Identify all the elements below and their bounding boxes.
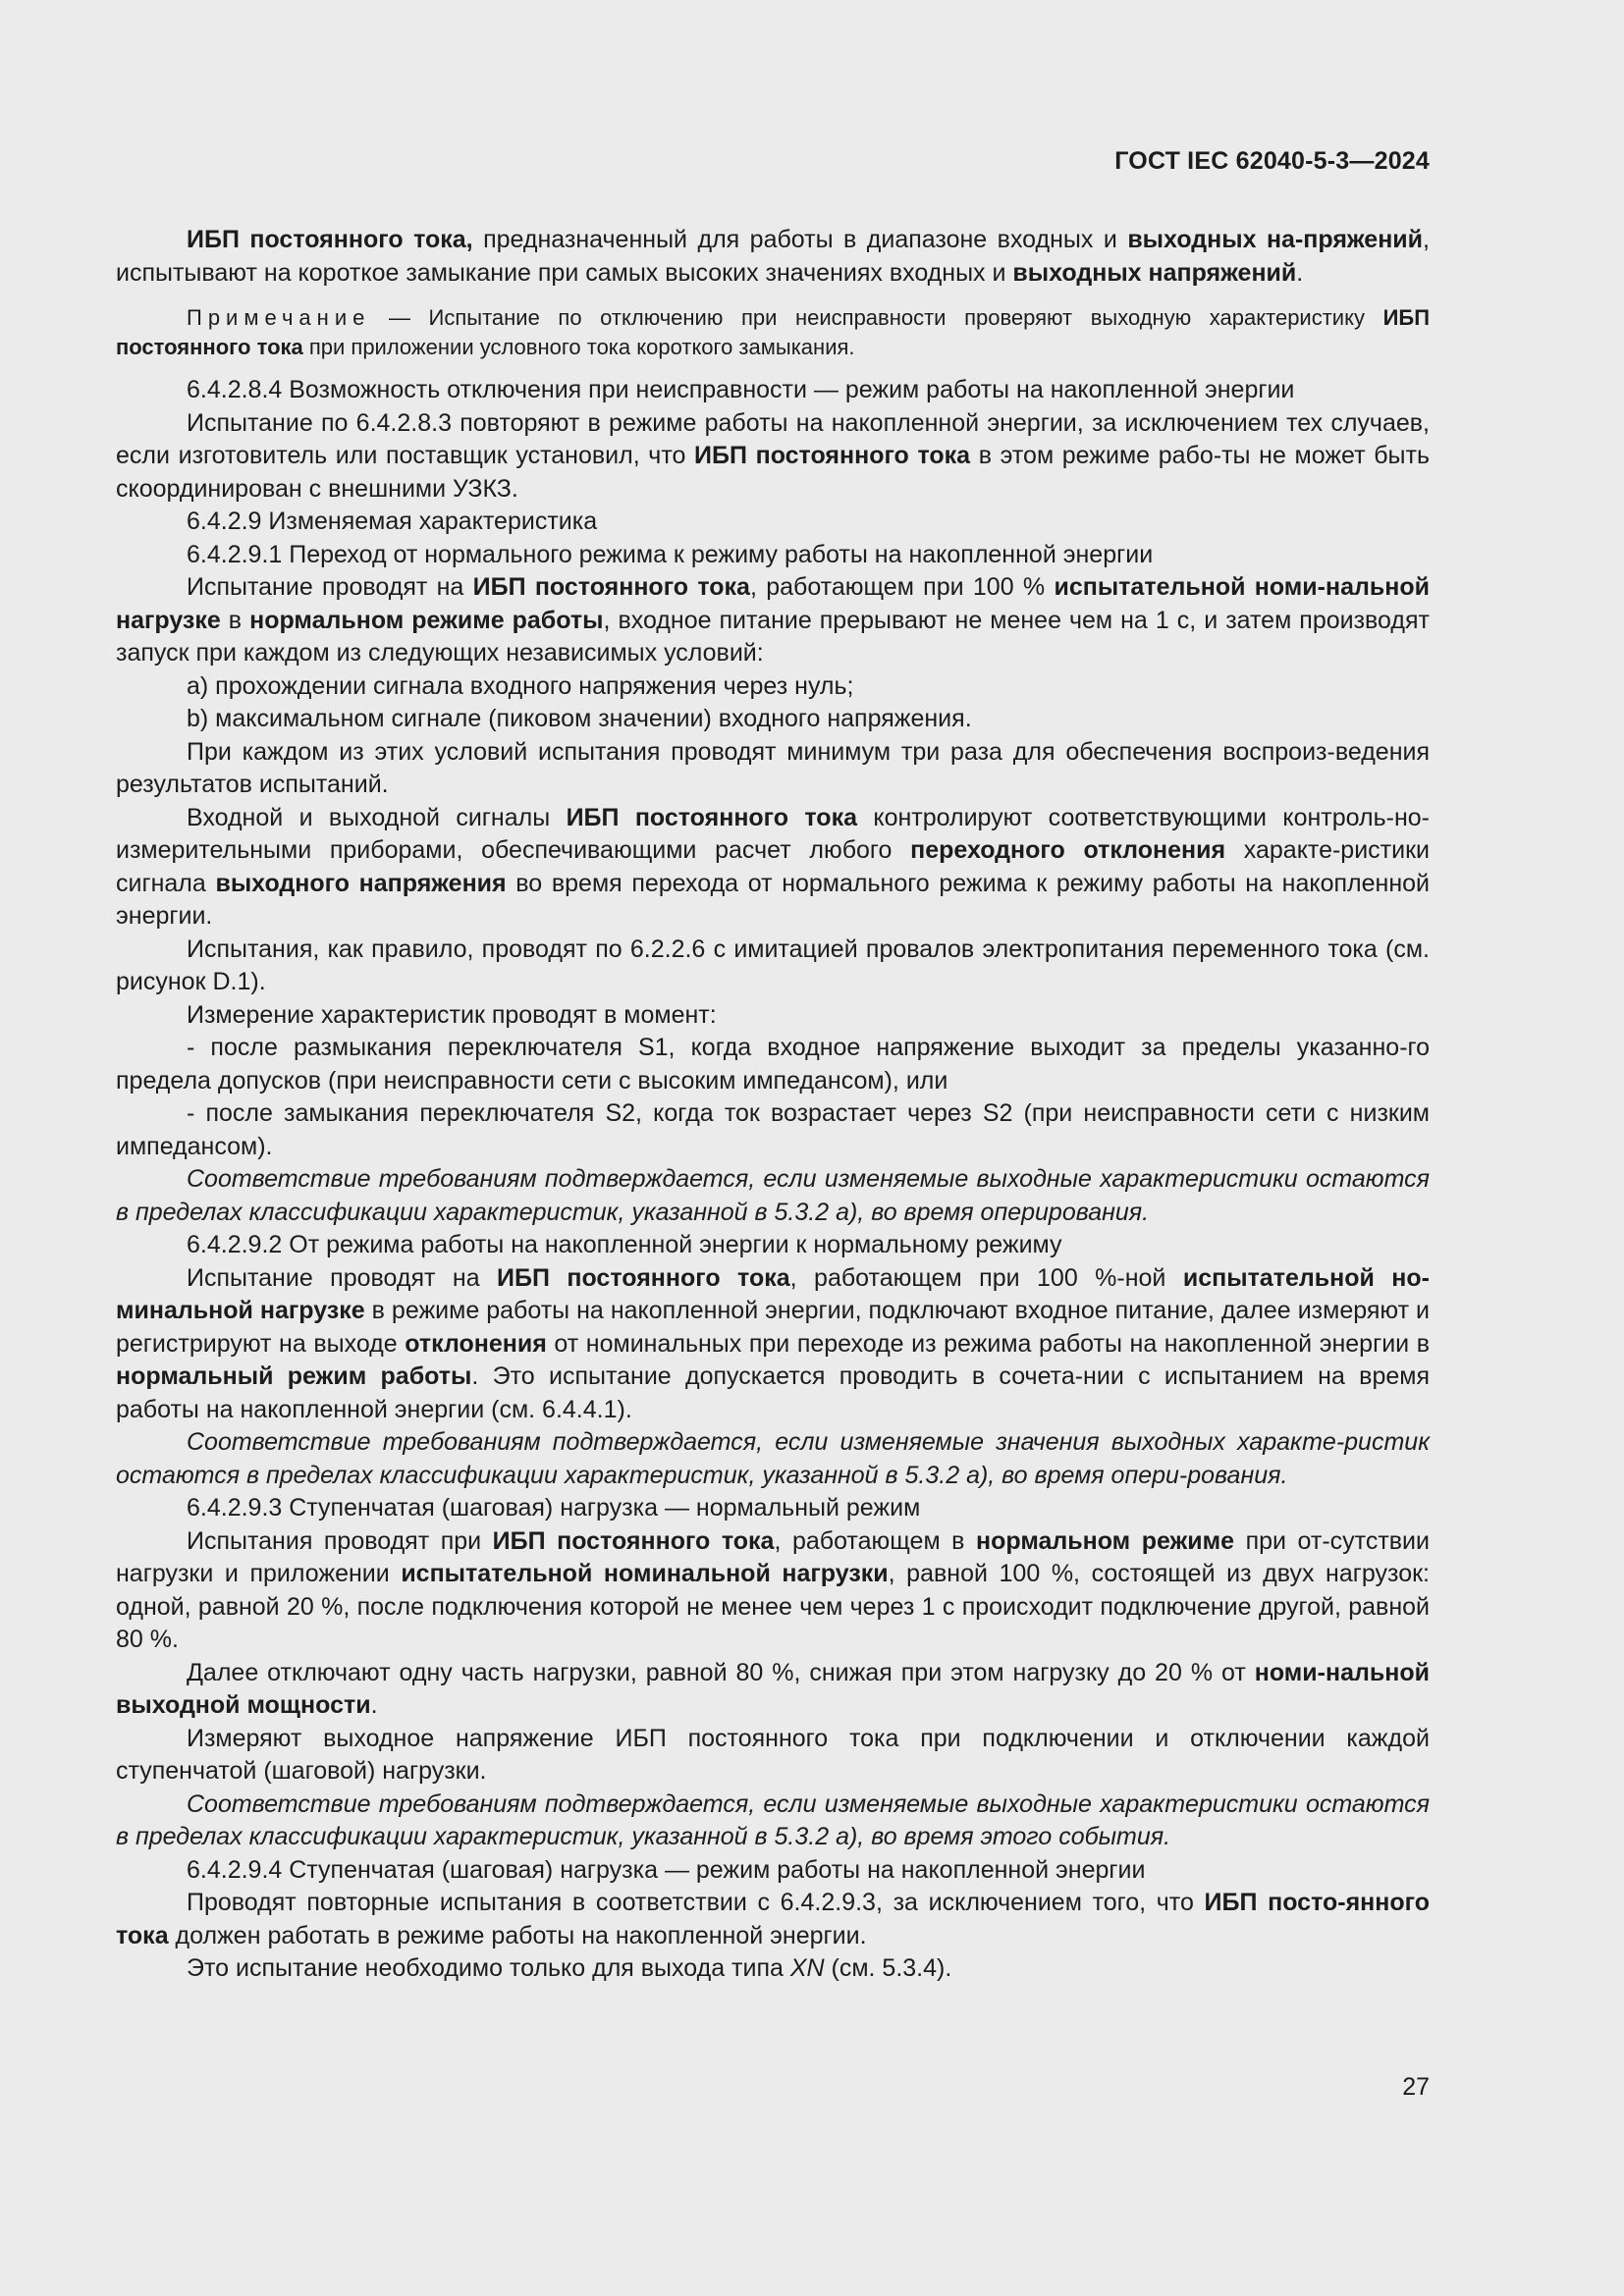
paragraph: Далее отключают одну часть нагрузки, равной 80 %, снижая при этом нагрузку до 20 % от номи-нальной выходной мощности. (116, 1658, 1430, 1719)
section-heading-6-4-2-8-4: 6.4.2.8.4 Возможность отключения при неисправности — режим работы на накопленной энергии (187, 376, 1295, 403)
section-heading-6-4-2-9-1: 6.4.2.9.1 Переход от нормального режима к режиму работы на накопленной энергии (187, 540, 1154, 568)
list-item-dash: - после замыкания переключателя S2, когда ток возрастает через S2 (при неисправности сети с низким импедансом). (116, 1099, 1430, 1160)
document-header-standard: ГОСТ IEC 62040-5-3—2024 (1114, 147, 1430, 175)
paragraph: Испытания, как правило, проводят по 6.2.2.6 с имитацией провалов электропитания переменного тока (см. рисунок D.1). (116, 934, 1430, 995)
list-item-dash: - после размыкания переключателя S1, когда входное напряжение выходит за пределы указанно-го предела допусков (при неисправности сети с высоким импедансом), или (116, 1034, 1430, 1095)
compliance-statement: Соответствие требованиям подтверждается, если изменяемые значения выходных характе-ристик остаются в пределах классификации характеристик, указанной в 5.3.2 а), во время опери-рования. (116, 1428, 1430, 1489)
paragraph: Проводят повторные испытания в соответствии с 6.4.2.9.3, за исключением того, что ИБП посто-янного тока должен работать в режиме работы на накопленной энергии. (116, 1889, 1430, 1949)
paragraph: Измерение характеристик проводят в момент: (187, 1000, 717, 1029)
list-item-a: a) прохождении сигнала входного напряжения через нуль; (187, 671, 854, 700)
page-number: 27 (1402, 2073, 1430, 2101)
section-heading-6-4-2-9: 6.4.2.9 Изменяемая характеристика (187, 507, 598, 535)
paragraph: При каждом из этих условий испытания проводят минимум три раза для обеспечения воспроиз-ведения результатов испытаний. (116, 737, 1430, 798)
section-heading-6-4-2-9-4: 6.4.2.9.4 Ступенчатая (шаговая) нагрузка — режим работы на накопленной энергии (187, 1855, 1146, 1884)
paragraph: Испытания проводят при ИБП постоянного тока, работающем в нормальном режиме при от-сутствии нагрузки и приложении испытательной номинальной нагрузки, равной 100 %, состоящей из двух нагрузок: одной, равной 20 %, после подключения которой не менее чем через 1 с происходит подключение другой, равной 80 %. (116, 1526, 1430, 1653)
paragraph: ИБП постоянного тока, предназначенный для работы в диапазоне входных и выходных на-пряжений, испытывают на короткое замыкание при самых высоких значениях входных и выходных напряжений. (116, 226, 1430, 287)
section-heading-6-4-2-9-3: 6.4.2.9.3 Ступенчатая (шаговая) нагрузка — нормальный режим (187, 1494, 921, 1522)
paragraph: Это испытание необходимо только для выхода типа XN (см. 5.3.4). (187, 1954, 952, 1982)
document-body (116, 224, 1430, 1986)
paragraph: Испытание проводят на ИБП постоянного тока, работающем при 100 %-ной испытательной но-минальной нагрузке в режиме работы на накопленной энергии, подключают входное питание, далее измеряют и регистрируют на выходе отклонения от номинальных при переходе из режима работы на накопленной энергии в нормальный режим работы. Это испытание допускается проводить в сочета-нии с испытанием на время работы на накопленной энергии (см. 6.4.4.1). (116, 1263, 1430, 1423)
compliance-statement: Соответствие требованиям подтверждается, если изменяемые выходные характеристики остаются в пределах классификации характеристик, указанной в 5.3.2 а), во время этого события. (116, 1789, 1430, 1850)
paragraph: Измеряют выходное напряжение ИБП постоянного тока при подключении и отключении каждой ступенчатой (шаговой) нагрузки. (116, 1724, 1430, 1785)
compliance-statement: Соответствие требованиям подтверждается, если изменяемые выходные характеристики остаются в пределах классификации характеристик, указанной в 5.3.2 а), во время оперирования. (116, 1165, 1430, 1226)
note-paragraph: Примечание — Испытание по отключению при неисправности проверяют выходную характеристику ИБП постоянного тока при приложении условного тока короткого замыкания. (116, 305, 1430, 359)
paragraph: Испытание по 6.4.2.8.3 повторяют в режиме работы на накопленной энергии, за исключением тех случаев, если изготовитель или поставщик установил, что ИБП постоянного тока в этом режиме рабо-ты не может быть скоординирован с внешними УЗКЗ. (116, 408, 1430, 503)
list-item-b: b) максимальном сигнале (пиковом значении) входного напряжения. (187, 705, 972, 732)
paragraph: Входной и выходной сигналы ИБП постоянного тока контролируют соответствующими контроль-но-измерительными приборами, обеспечивающими расчет любого переходного отклонения характе-ристики сигнала выходного напряжения во время перехода от нормального режима к режиму работы на накопленной энергии. (116, 803, 1430, 930)
section-heading-6-4-2-9-2: 6.4.2.9.2 От режима работы на накопленной энергии к нормальному режиму (187, 1231, 1062, 1258)
paragraph: Испытание проводят на ИБП постоянного тока, работающем при 100 % испытательной номи-нальной нагрузке в нормальном режиме работы, входное питание прерывают не менее чем на 1 с, и затем производят запуск при каждом из следующих независимых условий: (116, 573, 1430, 667)
